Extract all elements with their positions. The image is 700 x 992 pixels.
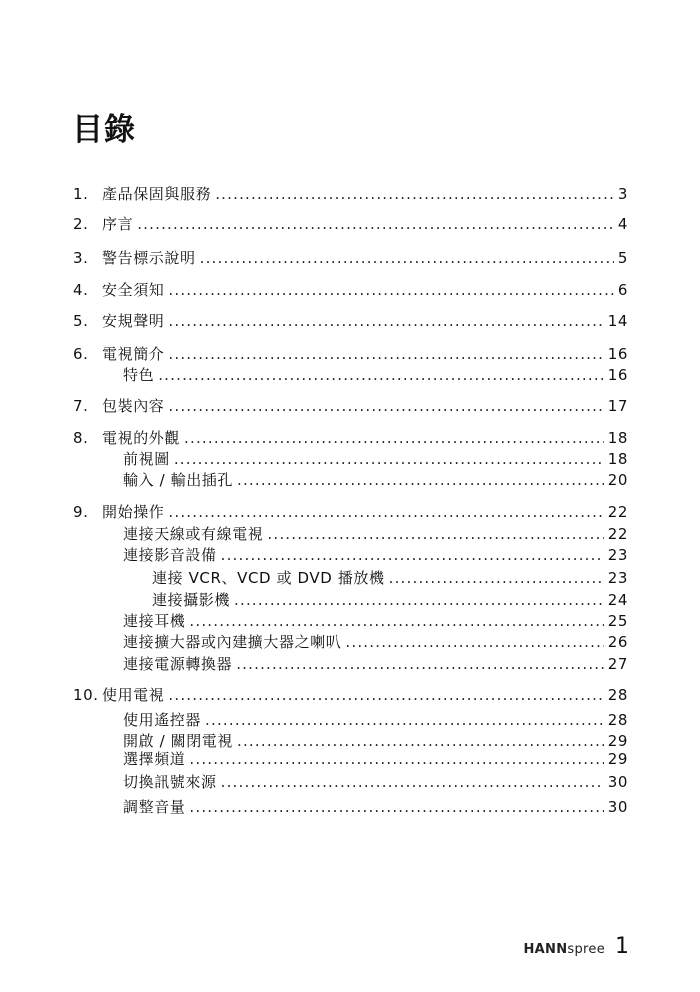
toc-title: 特色 [123,366,155,384]
toc-page: 28 [607,686,628,704]
toc-title: 選擇頻道 [123,750,186,768]
toc-page: 22 [607,525,628,543]
toc-page: 4 [617,215,628,233]
toc-number: 8. [73,429,89,447]
toc-page: 16 [607,345,628,363]
toc-title: 前視圖 [123,450,170,468]
toc-entry[interactable] [73,214,628,234]
brand-logo [524,942,606,957]
toc-subentry[interactable] [123,772,628,792]
toc-leader [168,280,613,300]
toc-page: 29 [607,732,628,750]
toc-entry[interactable] [73,502,628,522]
toc-title: 切換訊號來源 [123,773,217,791]
toc-page: 22 [607,503,628,521]
toc-entry[interactable] [73,344,628,364]
toc-subentry[interactable] [123,611,628,631]
toc-entry[interactable] [73,428,628,448]
toc-leader [389,568,604,588]
toc-page: 16 [607,366,628,384]
toc-number: 3. [73,249,89,267]
toc-title: 連接電源轉換器 [123,655,233,673]
toc-subsubentry[interactable] [152,568,628,588]
toc-title: 使用遙控器 [123,711,202,729]
brand-logo-regular: spree [567,942,605,957]
toc-subentry[interactable] [123,797,628,817]
toc-entry[interactable] [73,280,628,300]
toc-leader [174,449,604,469]
toc-number: 2. [73,215,89,233]
toc-leader [189,797,603,817]
toc-page: 17 [607,397,628,415]
toc-leader [200,248,614,268]
toc-title: 連接 VCR、VCD 或 DVD 播放機 [152,569,385,587]
toc-title: 電視的外觀 [102,429,181,447]
toc-title: 包裝內容 [102,397,165,415]
toc-title: 輸入 / 輸出插孔 [123,471,233,489]
toc-title: 開始操作 [102,503,165,521]
toc-entry[interactable] [73,685,628,705]
toc-page: 24 [607,591,628,609]
toc-entry[interactable] [73,311,628,331]
toc-leader [184,428,604,448]
toc-leader [168,685,603,705]
toc-leader [168,502,603,522]
toc-title: 連接影音設備 [123,546,217,564]
page-number: 1 [615,934,629,959]
toc-subentry[interactable] [123,470,628,490]
toc-leader [189,611,603,631]
toc-leader [158,365,604,385]
toc-page: 18 [607,450,628,468]
toc-subsubentry[interactable] [152,590,628,610]
toc-leader [205,710,604,730]
page-title: 目錄 [72,112,136,148]
toc-subentry[interactable] [123,365,628,385]
toc-page: 18 [607,429,628,447]
toc-page: 5 [617,249,628,267]
toc-entry[interactable] [73,396,628,416]
toc-number: 5. [73,312,89,330]
toc-title: 開啟 / 關閉電視 [123,732,233,750]
toc-page: 14 [607,312,628,330]
toc-leader [215,184,614,204]
toc-leader [189,749,603,769]
toc-title: 安全須知 [102,281,165,299]
toc-page: 3 [617,185,628,203]
toc-page: 20 [607,471,628,489]
toc-number: 9. [73,503,89,521]
toc-page: 29 [607,750,628,768]
toc-title: 安規聲明 [102,312,165,330]
page-footer [524,934,630,959]
toc-page: 25 [607,612,628,630]
toc-number: 6. [73,345,89,363]
toc-leader [236,654,604,674]
toc-entry[interactable] [73,184,628,204]
toc-title: 調整音量 [123,798,186,816]
toc-leader [168,396,603,416]
toc-subentry[interactable] [123,632,628,652]
toc-leader [221,545,604,565]
toc-leader [168,344,603,364]
toc-page: 28 [607,711,628,729]
toc-title: 連接耳機 [123,612,186,630]
toc-number: 10. [73,686,99,704]
toc-leader [237,470,604,490]
toc-subentry[interactable] [123,449,628,469]
toc-number: 7. [73,397,89,415]
toc-leader [234,590,604,610]
toc-page: 30 [607,773,628,791]
toc-title: 連接攝影機 [152,591,231,609]
toc-number: 1. [73,185,89,203]
toc-leader [237,731,604,751]
toc-leader [221,772,604,792]
brand-logo-bold: HANN [523,942,568,957]
toc-leader [168,311,603,331]
toc-title: 序言 [102,215,134,233]
toc-subentry[interactable] [123,731,628,751]
toc-leader [137,214,614,234]
toc-title: 電視簡介 [102,345,165,363]
toc-page: 23 [607,546,628,564]
toc-title: 連接天線或有線電視 [123,525,264,543]
toc-title: 產品保固與服務 [102,185,212,203]
toc-subentry[interactable] [123,710,628,730]
toc-page: 23 [607,569,628,587]
toc-leader [345,632,603,652]
toc-number: 4. [73,281,89,299]
toc-entry[interactable] [73,248,628,268]
toc-title: 連接擴大器或內建擴大器之喇叭 [123,633,342,651]
toc-subentry[interactable] [123,545,628,565]
toc-page: 30 [607,798,628,816]
toc-leader [267,524,603,544]
toc-title: 使用電視 [102,686,165,704]
toc-page: 6 [617,281,628,299]
toc-subentry[interactable] [123,524,628,544]
toc-title: 警告標示說明 [102,249,196,267]
toc-page: 26 [607,633,628,651]
toc-page: 27 [607,655,628,673]
toc-subentry[interactable] [123,749,628,769]
toc-subentry[interactable] [123,654,628,674]
